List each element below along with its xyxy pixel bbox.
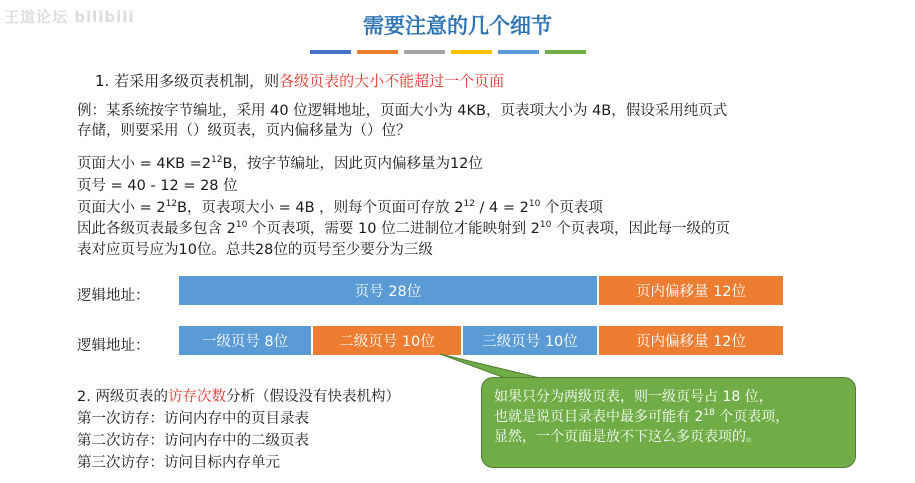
level-1-page-number-segment: 一级页号 8位 <box>178 325 312 356</box>
point-2-highlight: 访存次数 <box>167 389 226 405</box>
page-offset-segment-2: 页内偏移量 12位 <box>598 325 784 356</box>
solution-line-5: 表对应页号应为10位。总共28位的页号至少要分为三级 <box>77 242 433 258</box>
title-color-bar <box>310 50 586 54</box>
point-2-prefix: 2. 两级页表的 <box>77 389 168 405</box>
exponent: 10 <box>528 199 541 209</box>
access-step-1: 第一次访存：访问内存中的页目录表 <box>77 411 309 427</box>
callout-line-2 <box>494 407 843 427</box>
point-1-prefix: 1. 若采用多级页表机制，则 <box>95 72 280 90</box>
access-step-2: 第二次访存：访问内存中的二级页表 <box>77 433 309 449</box>
watermark: 王道论坛 bilibili <box>4 8 135 26</box>
exponent: 10 <box>235 220 248 230</box>
example-line-2: 存储，则要采用（）级页表，页内偏移量为（）位？ <box>77 123 411 139</box>
logical-address-label-1: 逻辑地址： <box>77 288 150 304</box>
text: 页面大小 = 4KB =2 <box>77 156 212 172</box>
solution-line-2: 页号 = 40 - 12 = 28 位 <box>77 178 238 194</box>
exponent: 12 <box>211 155 223 165</box>
exponent: 12 <box>463 199 475 209</box>
color-bar-segment-5 <box>498 50 539 54</box>
level-2-page-number-segment: 二级页号 10位 <box>312 325 462 356</box>
color-bar-segment-3 <box>404 50 445 54</box>
slide-title: 需要注意的几个细节 <box>363 14 552 38</box>
callout-note <box>481 377 856 468</box>
exponent: 10 <box>539 220 552 230</box>
point-2-suffix: 分析（假设没有快表机构） <box>225 389 400 405</box>
solution-line-1 <box>77 155 483 173</box>
text: 个页表项， <box>714 409 790 425</box>
logical-address-label-2: 逻辑地址： <box>77 338 150 354</box>
text: 个页表项，需要 10 位二进制位才能映射到 2 <box>247 221 540 237</box>
logical-address-bar-1 <box>178 275 784 306</box>
example-line-1: 例：某系统按字节编址，采用 40 位逻辑地址，页面大小为 4KB，页表项大小为 4B，假设采用纯页式 <box>77 103 728 119</box>
logical-address-bar-2 <box>178 325 784 356</box>
text: B，页表项大小 = 4B ，则每个页面可存放 2 <box>177 200 464 216</box>
callout-line-1: 如果只分为两级页表，则一级页号占 18 位， <box>494 389 773 405</box>
solution-line-4 <box>77 220 730 238</box>
page-offset-segment: 页内偏移量 12位 <box>598 275 784 306</box>
color-bar-segment-2 <box>357 50 398 54</box>
text: 个页表项 <box>540 200 603 216</box>
color-bar-segment-1 <box>310 50 351 54</box>
text: 页面大小 = 2 <box>77 200 166 216</box>
text: 因此各级页表最多包含 2 <box>77 221 236 237</box>
exponent: 12 <box>165 199 178 209</box>
text: / 4 = 2 <box>474 200 529 216</box>
text: 个页表项，因此每一级的页 <box>551 221 730 237</box>
color-bar-segment-6 <box>545 50 586 54</box>
exponent: 18 <box>703 408 715 418</box>
color-bar-segment-4 <box>451 50 492 54</box>
text: 也就是说页目录表中最多可能有 2 <box>494 409 704 425</box>
access-step-3: 第三次访存：访问目标内存单元 <box>77 455 280 471</box>
text: B，按字节编址，因此页内偏移量为12位 <box>222 156 483 172</box>
solution-line-3 <box>77 199 603 217</box>
point-2 <box>77 388 400 406</box>
point-1 <box>95 72 504 90</box>
level-3-page-number-segment: 三级页号 10位 <box>462 325 598 356</box>
page-number-segment: 页号 28位 <box>178 275 598 306</box>
callout-line-3: 显然，一个页面是放不下这么多页表项的。 <box>494 429 760 445</box>
point-1-highlight: 各级页表的大小不能超过一个页面 <box>279 72 505 90</box>
